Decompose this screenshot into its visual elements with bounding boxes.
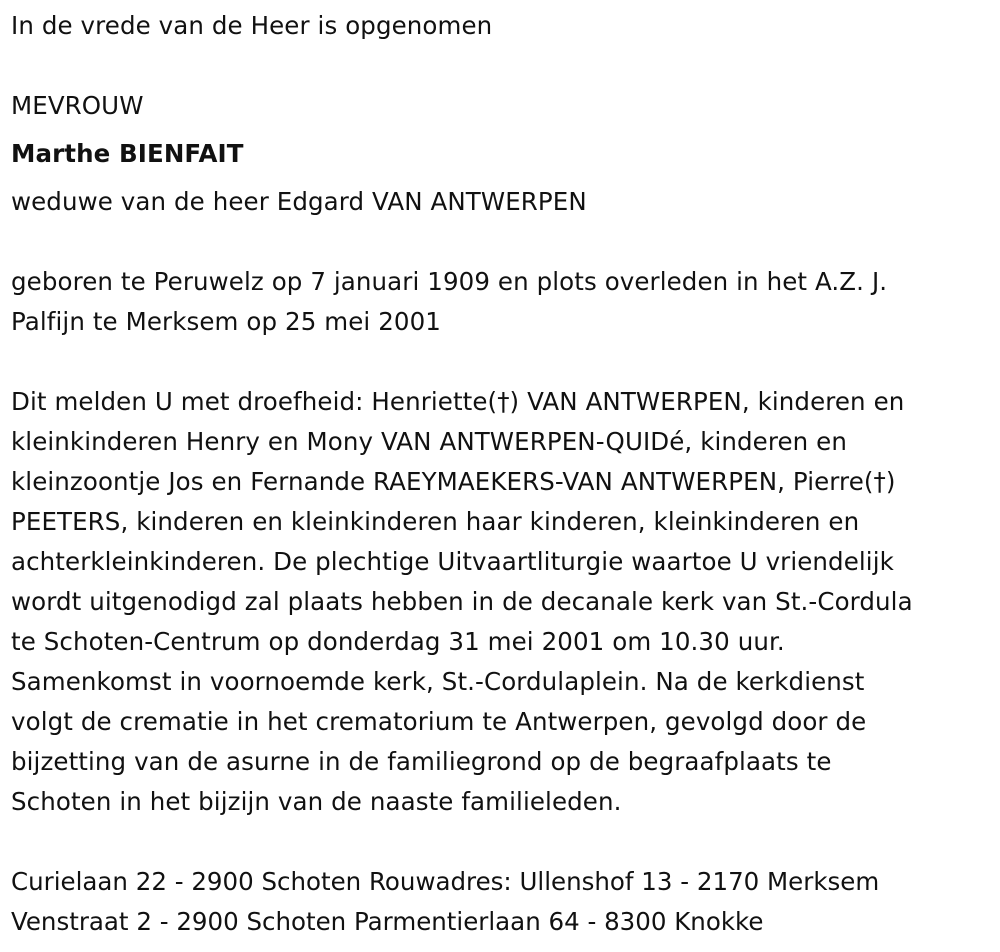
paragraph-line: Schoten in het bijzijn van de naaste familieleden.	[11, 787, 622, 816]
intro-line: In de vrede van de Heer is opgenomen	[11, 11, 493, 40]
honorific-title: MEVROUW	[11, 91, 144, 120]
paragraph-line: kleinkinderen Henry en Mony VAN ANTWERPEN-QUIDé, kinderen en	[11, 427, 847, 456]
paragraph-line: bijzetting van de asurne in de familiegrond op de begraafplaats te	[11, 747, 832, 776]
paragraph-line: volgt de crematie in het crematorium te Antwerpen, gevolgd door de	[11, 707, 867, 736]
address-line: Venstraat 2 - 2900 Schoten Parmentierlaan 64 - 8300 Knokke	[11, 907, 764, 936]
paragraph-line: geboren te Peruwelz op 7 januari 1909 en plots overleden in het A.Z. J.	[11, 267, 888, 296]
paragraph-line: PEETERS, kinderen en kleinkinderen haar kinderen, kleinkinderen en	[11, 507, 860, 536]
paragraph-line: Samenkomst in voornoemde kerk, St.-Cordulaplein. Na de kerkdienst	[11, 667, 865, 696]
address-line: Curielaan 22 - 2900 Schoten Rouwadres: Ullenshof 13 - 2170 Merksem	[11, 867, 880, 896]
widow-of-line: weduwe van de heer Edgard VAN ANTWERPEN	[11, 187, 587, 216]
paragraph-line: wordt uitgenodigd zal plaats hebben in de decanale kerk van St.-Cordula	[11, 587, 913, 616]
paragraph-line: kleinzoontje Jos en Fernande RAEYMAEKERS-VAN ANTWERPEN, Pierre(†)	[11, 467, 896, 496]
paragraph-line: achterkleinkinderen. De plechtige Uitvaartliturgie waartoe U vriendelijk	[11, 547, 894, 576]
paragraph-line: Dit melden U met droefheid: Henriette(†) VAN ANTWERPEN, kinderen en	[11, 387, 905, 416]
deceased-name: Marthe BIENFAIT	[11, 139, 244, 168]
paragraph-line: te Schoten-Centrum op donderdag 31 mei 2001 om 10.30 uur.	[11, 627, 785, 656]
paragraph-line: Palfijn te Merksem op 25 mei 2001	[11, 307, 441, 336]
birth-death-paragraph	[11, 262, 991, 342]
family-message-paragraph	[11, 382, 991, 822]
